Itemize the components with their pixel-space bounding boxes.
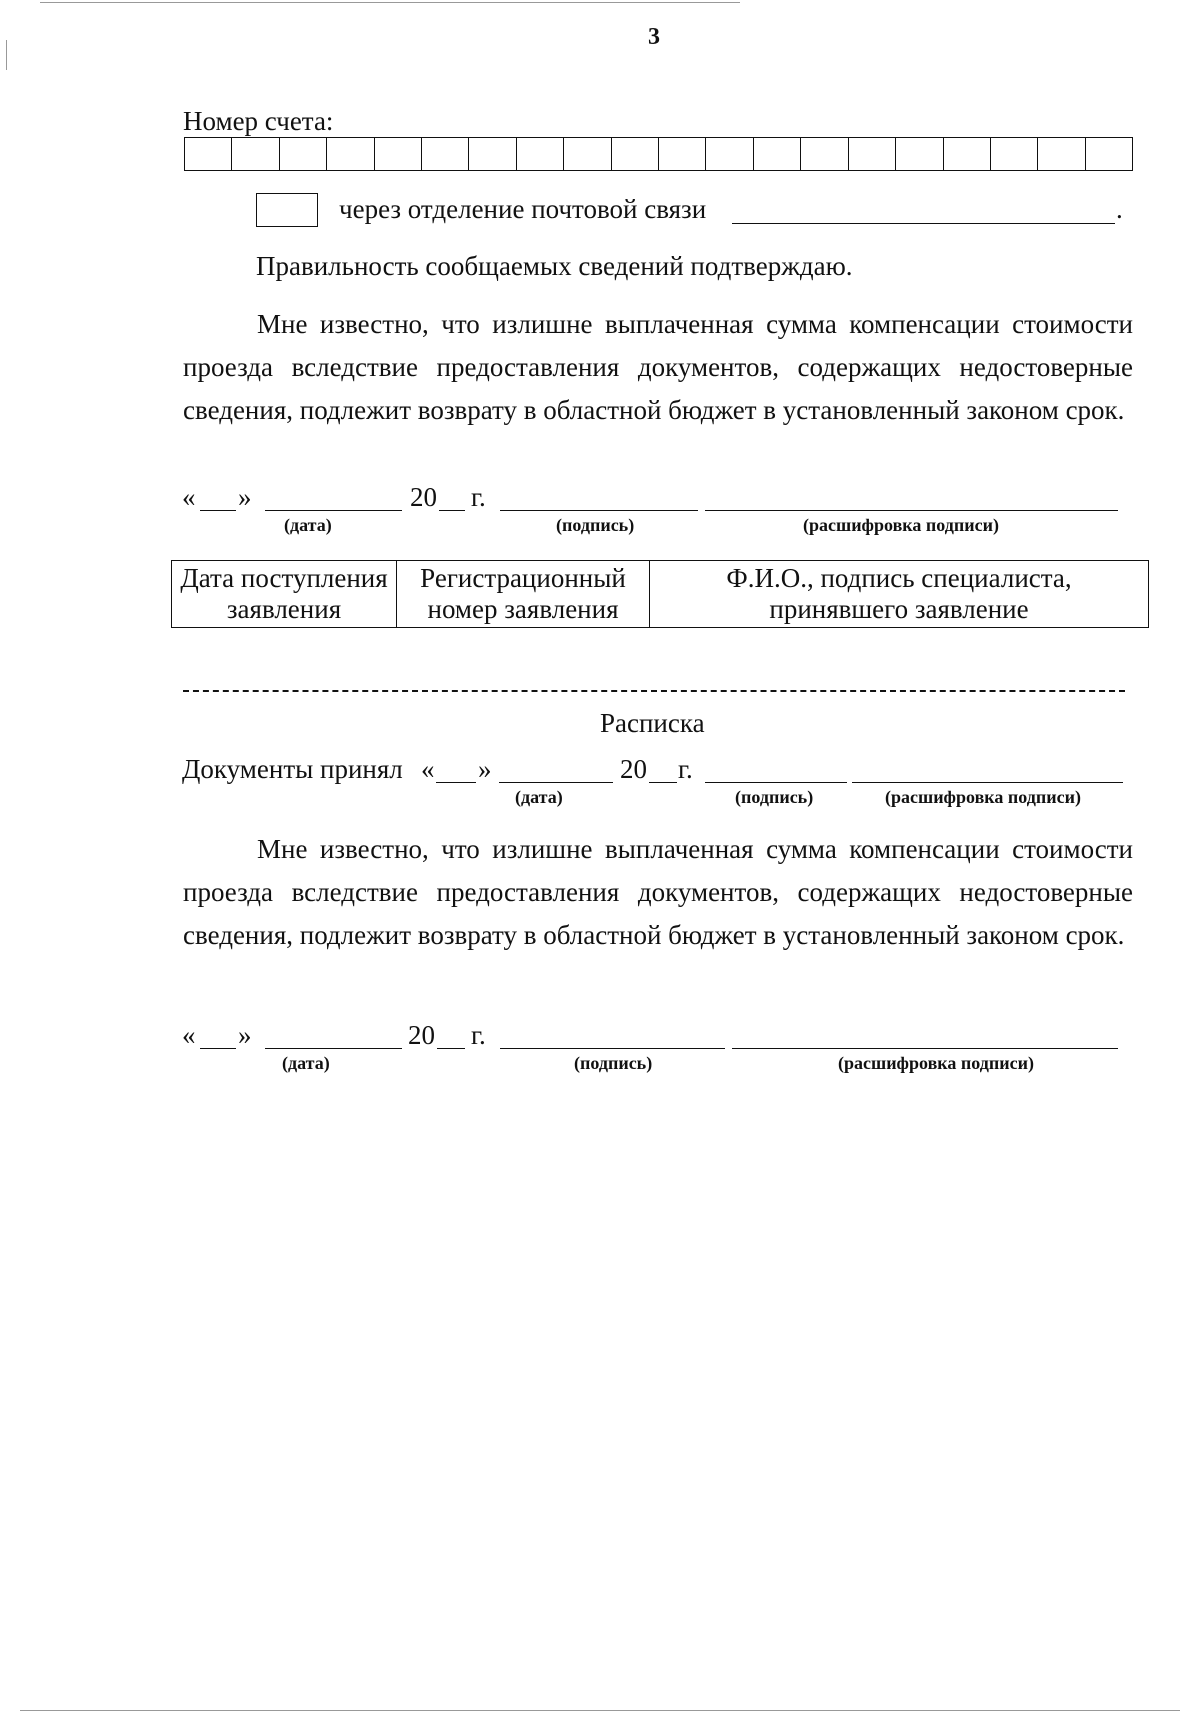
account-digit-cell[interactable] [612, 137, 659, 171]
account-digit-cell[interactable] [280, 137, 327, 171]
account-digit-cell[interactable] [849, 137, 896, 171]
signature-decoding-field[interactable] [705, 510, 1118, 511]
month-field[interactable] [499, 782, 613, 783]
account-digit-cell[interactable] [184, 137, 232, 171]
year-prefix: 20 [620, 754, 647, 784]
cut-line [183, 690, 1125, 692]
caption-decoding: (расшифровка подписи) [803, 515, 999, 535]
day-field[interactable] [200, 510, 236, 511]
caption-date: (дата) [284, 515, 332, 535]
caption-signature: (подпись) [556, 515, 635, 535]
notice-paragraph-receipt: Мне известно, что излишне выплаченная сумма компенсации стоимости проезда вследствие предоставления документов, содержащих недостоверные сведения, подлежит возврату в областной бюджет в установленный законом срок. [183, 834, 1133, 950]
account-digit-cell[interactable] [517, 137, 564, 171]
signature-decoding-field[interactable] [732, 1048, 1118, 1049]
postal-office-field[interactable] [732, 223, 1115, 224]
receipt-title: Расписка [600, 708, 705, 738]
year-prefix: 20 [408, 1020, 435, 1050]
scan-edge-left [6, 40, 7, 70]
signature-field[interactable] [500, 1048, 725, 1049]
scan-edge-bottom [20, 1710, 1180, 1711]
signature-field[interactable] [500, 510, 698, 511]
account-digit-cell[interactable] [327, 137, 374, 171]
notice-paragraph: Мне известно, что излишне выплаченная сумма компенсации стоимости проезда вследствие предоставления документов, содержащих недостоверные сведения, подлежит возврату в областной бюджет в установленный законом срок. [183, 309, 1133, 425]
table-header-cell [172, 561, 397, 628]
signature-decoding-field[interactable] [852, 782, 1123, 783]
date-open-quote: « [182, 1020, 196, 1050]
date-close-quote: » [238, 482, 252, 512]
year-prefix: 20 [410, 482, 437, 512]
page-number: 3 [648, 24, 660, 50]
account-digit-cell[interactable] [706, 137, 753, 171]
year-field[interactable] [439, 510, 465, 511]
account-digit-cell[interactable] [944, 137, 991, 171]
account-digit-cell[interactable] [1086, 137, 1133, 171]
header-line: Регистрационный [420, 563, 626, 593]
account-digit-cell[interactable] [375, 137, 422, 171]
caption-date: (дата) [515, 787, 563, 807]
table-header-cell [397, 561, 650, 628]
year-suffix: г. [678, 754, 693, 784]
year-field[interactable] [437, 1048, 465, 1049]
account-digit-cell[interactable] [422, 137, 469, 171]
table-row [172, 561, 1149, 628]
header-line: номер заявления [427, 594, 619, 624]
account-digit-cell[interactable] [564, 137, 611, 171]
signature-field[interactable] [705, 782, 847, 783]
account-digit-cell[interactable] [1038, 137, 1085, 171]
account-digit-cell[interactable] [754, 137, 801, 171]
postal-option-label: через отделение почтовой связи [339, 194, 707, 224]
year-field[interactable] [649, 782, 677, 783]
date-close-quote: » [238, 1020, 252, 1050]
account-number-cells[interactable] [184, 137, 1133, 171]
postal-checkbox[interactable] [256, 193, 318, 227]
day-field[interactable] [200, 1048, 236, 1049]
account-digit-cell[interactable] [232, 137, 279, 171]
accepted-label: Документы принял [182, 754, 403, 784]
caption-decoding: (расшифровка подписи) [885, 787, 1081, 807]
scan-edge-top [40, 2, 740, 3]
caption-date: (дата) [282, 1053, 330, 1073]
month-field[interactable] [265, 1048, 402, 1049]
date-close-quote: » [478, 754, 492, 784]
account-digit-cell[interactable] [659, 137, 706, 171]
date-open-quote: « [182, 482, 196, 512]
table-header-cell [650, 561, 1149, 628]
year-suffix: г. [471, 1020, 486, 1050]
account-digit-cell[interactable] [469, 137, 516, 171]
confirmation-text: Правильность сообщаемых сведений подтверждаю. [256, 251, 853, 281]
caption-decoding: (расшифровка подписи) [838, 1053, 1034, 1073]
header-line: заявления [226, 594, 342, 624]
header-line: Дата поступления [180, 563, 388, 593]
account-number-label: Номер счета: [183, 106, 334, 136]
caption-signature: (подпись) [735, 787, 814, 807]
account-digit-cell[interactable] [801, 137, 848, 171]
account-digit-cell[interactable] [896, 137, 943, 171]
date-open-quote: « [421, 754, 435, 784]
year-suffix: г. [471, 482, 486, 512]
month-field[interactable] [265, 510, 402, 511]
caption-signature: (подпись) [574, 1053, 653, 1073]
day-field[interactable] [436, 782, 476, 783]
postal-period: . [1116, 194, 1123, 224]
header-line: принявшего заявление [769, 594, 1029, 624]
account-digit-cell[interactable] [991, 137, 1038, 171]
registration-table [171, 560, 1149, 628]
header-line: Ф.И.О., подпись специалиста, [726, 563, 1072, 593]
